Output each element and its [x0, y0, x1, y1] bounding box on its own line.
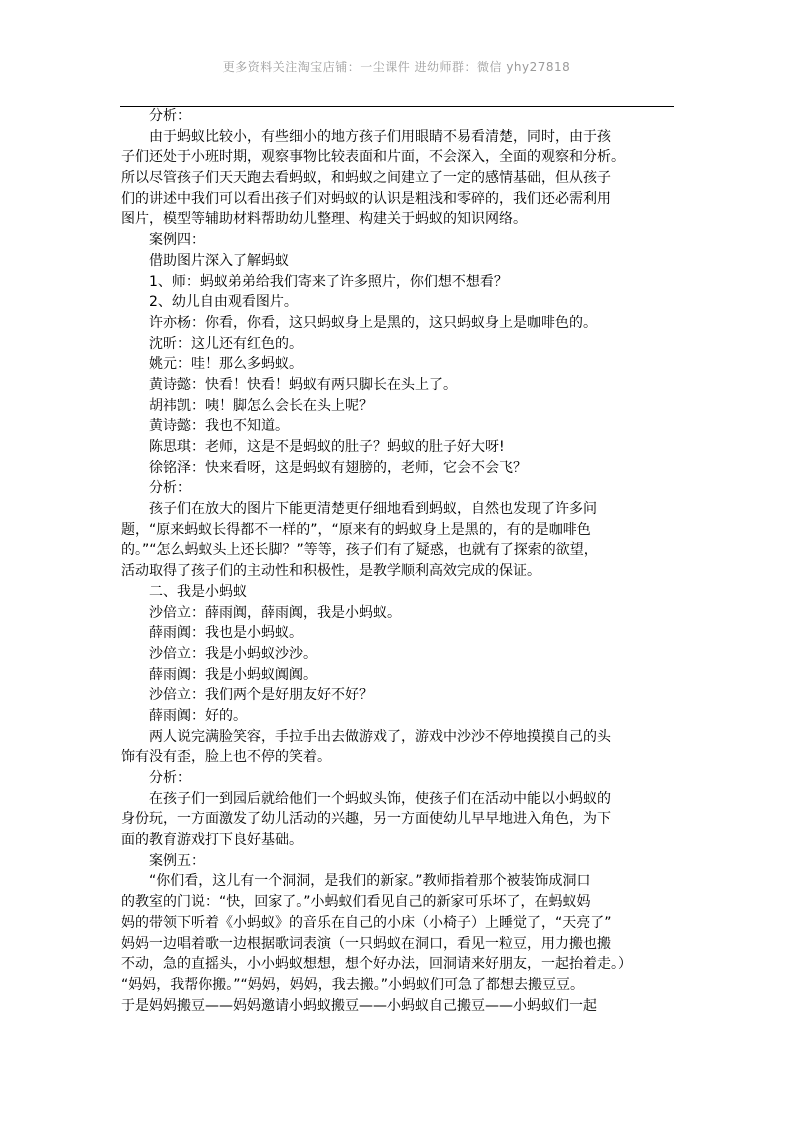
body-line: 图片，模型等辅助材料帮助幼儿整理、构建关于蚂蚁的知识网络。: [121, 211, 527, 228]
body-line: 沙倍立：我是小蚂蚁沙沙。: [149, 645, 317, 662]
body-line: 姚元：哇！那么多蚂蚁。: [149, 356, 303, 373]
body-line: “妈妈，我帮你搬。”“妈妈，妈妈，我去搬。”小蚂蚁们可急了都想去搬豆豆。: [121, 976, 585, 993]
body-line: 沙倍立：薛雨阗，薛雨阗，我是小蚂蚁。: [149, 604, 401, 621]
body-line: 沈昕：这儿还有红色的。: [149, 335, 303, 352]
body-line: 分析：: [149, 108, 191, 124]
body-line: 黄诗懿：快看！快看！蚂蚁有两只脚长在头上了。: [149, 376, 457, 393]
body-line: 二、我是小蚂蚁: [149, 583, 247, 600]
body-line: 由于蚂蚁比较小，有些细小的地方孩子们用眼睛不易看清楚，同时，由于孩: [149, 128, 611, 145]
body-line: 薛雨阗：我是小蚂蚁阗阗。: [149, 666, 317, 683]
body-line: 妈妈一边唱着歌一边根据歌词表演（一只蚂蚁在洞口，看见一粒豆，用力搬也搬: [121, 935, 611, 952]
page-header: 更多资料关注淘宝店铺：一尘课件 进幼师群：微信 yhy27818: [222, 60, 571, 74]
body-line: 面的教育游戏打下良好基础。: [121, 832, 303, 849]
body-line: 沙倍立：我们两个是好朋友好不好？: [149, 687, 373, 704]
body-line: 所以尽管孩子们天天跑去看蚂蚁，和蚂蚁之间建立了一定的感情基础，但从孩子: [121, 170, 611, 187]
body-line: 子们还处于小班时期，观察事物比较表面和片面，不会深入，全面的观察和分析。: [121, 149, 625, 166]
body-line: 薛雨阗：我也是小蚂蚁。: [149, 625, 303, 642]
body-line: 1、师：蚂蚁弟弟给我们寄来了许多照片，你们想不想看？: [149, 273, 508, 290]
body-line: 妈的带领下听着《小蚂蚁》的音乐在自己的小床（小椅子）上睡觉了，“天亮了”: [121, 914, 612, 931]
body-line: 们的讲述中我们可以看出孩子们对蚂蚁的认识是粗浅和零碎的，我们还必需利用: [121, 190, 611, 207]
body-line: 案例四：: [149, 232, 205, 249]
body-line: 孩子们在放大的图片下能更清楚更仔细地看到蚂蚁，自然也发现了许多问: [149, 501, 597, 518]
body-line: “你们看，这儿有一个洞洞，是我们的新家。”教师指着那个被装饰成洞口: [149, 873, 591, 890]
body-line: 活动取得了孩子们的主动性和积极性，是教学顺利高效完成的保证。: [121, 563, 541, 580]
body-line: 题，“原来蚂蚁长得都不一样的”，“原来有的蚂蚁身上是黑的，有的是咖啡色: [121, 521, 591, 538]
body-line: 借助图片深入了解蚂蚁: [149, 252, 289, 269]
body-line: 饰有没有歪，脸上也不停的笑着。: [121, 749, 331, 766]
body-line: 许亦杨：你看，你看，这只蚂蚁身上是黑的，这只蚂蚁身上是咖啡色的。: [149, 314, 597, 331]
body-line: 薛雨阗：好的。: [149, 707, 247, 724]
body-line: 不动，急的直摇头，小小蚂蚁想想，想个好办法，回洞请来好朋友，一起抬着走。）: [121, 956, 632, 973]
body-line: 案例五：: [149, 852, 205, 869]
body-line: 徐铭泽：快来看呀，这是蚂蚁有翅膀的，老师，它会不会飞？: [149, 459, 527, 476]
body-line: 2、幼儿自由观看图片。: [149, 294, 298, 311]
body-line: 黄诗懿：我也不知道。: [149, 418, 289, 435]
body-line: 在孩子们一到园后就给他们一个蚂蚁头饰，使孩子们在活动中能以小蚂蚁的: [149, 790, 611, 807]
body-line: 的。”“怎么蚂蚁头上还长脚？”等等，孩子们有了疑惑，也就有了探索的欲望，: [121, 542, 598, 559]
body-line: 分析：: [149, 480, 191, 497]
body-line: 于是妈妈搬豆——妈妈邀请小蚂蚁搬豆——小蚂蚁自己搬豆——小蚂蚁们一起: [121, 997, 597, 1014]
body-line: 陈思琪：老师，这是不是蚂蚁的肚子？蚂蚁的肚子好大呀!: [149, 439, 505, 455]
body-line: 的教室的门说：“快，回家了。”小蚂蚁们看见自己的新家可乐坏了，在蚂蚁妈: [121, 894, 591, 911]
body-line: 两人说完满脸笑容，手拉手出去做游戏了，游戏中沙沙不停地摸摸自己的头: [149, 728, 611, 745]
body-line: 胡祎凯：咦！脚怎么会长在头上呢？: [149, 397, 373, 414]
body-line: 身份玩，一方面激发了幼儿活动的兴趣，另一方面使幼儿早早地进入角色，为下: [121, 811, 611, 828]
document-body: [121, 106, 674, 1016]
body-line: 分析：: [149, 770, 191, 786]
